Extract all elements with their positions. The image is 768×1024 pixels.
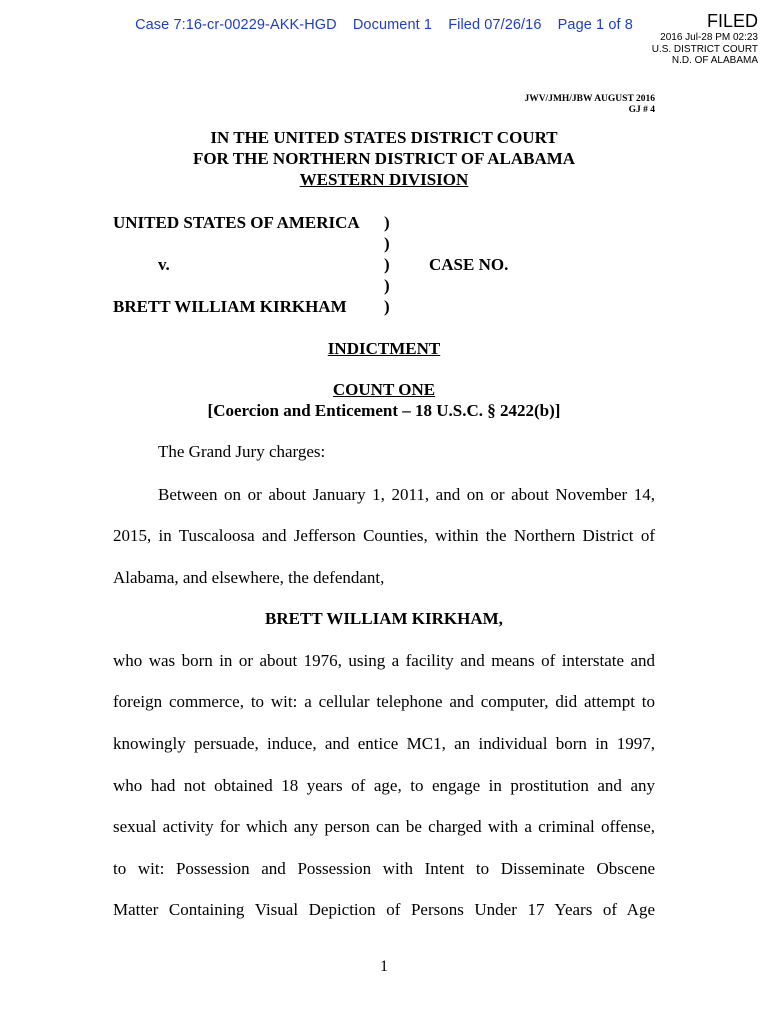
caption-plaintiff: UNITED STATES OF AMERICA bbox=[113, 213, 360, 232]
filed-stamp-district: N.D. OF ALABAMA bbox=[671, 55, 758, 66]
attorney-initials bbox=[524, 94, 655, 116]
filed-stamp-datetime: 2016 Jul-28 PM 02:23 bbox=[660, 32, 758, 43]
caption-versus: v. bbox=[158, 255, 170, 274]
paragraph-line: 2015, in Tuscaloosa and Jefferson Counties, within the Northern District of bbox=[113, 526, 655, 545]
caption-defendant: BRETT WILLIAM KIRKHAM bbox=[113, 297, 347, 316]
caption-paren: ) bbox=[384, 297, 390, 316]
paragraph-line: foreign commerce, to wit: a cellular telephone and computer, did attempt to bbox=[113, 692, 655, 711]
caption-case-number: CASE NO. bbox=[429, 255, 509, 274]
grand-jury-number: GJ # 4 bbox=[628, 105, 655, 115]
court-name: IN THE UNITED STATES DISTRICT COURT bbox=[210, 128, 558, 147]
count-subtitle: [Coercion and Enticement – 18 U.S.C. § 2422(b)] bbox=[207, 401, 561, 420]
grand-jury-intro: The Grand Jury charges: bbox=[158, 442, 326, 461]
count-title: COUNT ONE bbox=[332, 380, 436, 399]
paragraph-line: Matter Containing Visual Depiction of Persons Under 17 Years of Age bbox=[113, 900, 655, 919]
caption-paren: ) bbox=[384, 213, 390, 232]
paragraph-line: Between on or about January 1, 2011, and on or about November 14, bbox=[158, 485, 655, 504]
document-title: INDICTMENT bbox=[327, 339, 441, 358]
page-number: 1 bbox=[380, 958, 388, 975]
paragraph-line: knowingly persuade, induce, and entice MC1, an individual born in 1997, bbox=[113, 734, 655, 753]
court-heading bbox=[0, 127, 768, 190]
caption-paren: ) bbox=[384, 276, 390, 295]
document-number: Document 1 bbox=[352, 17, 433, 33]
filed-stamp-title: FILED bbox=[706, 11, 758, 31]
court-district: FOR THE NORTHERN DISTRICT OF ALABAMA bbox=[192, 149, 576, 168]
paragraph-line: who had not obtained 18 years of age, to engage in prostitution and any bbox=[113, 776, 655, 795]
paragraph-line: who was born in or about 1976, using a facility and means of interstate and bbox=[113, 651, 655, 670]
filed-stamp bbox=[652, 10, 758, 67]
paragraph-line: sexual activity for which any person can be charged with a criminal offense, bbox=[113, 817, 655, 836]
caption-paren: ) bbox=[384, 234, 390, 253]
court-division: WESTERN DIVISION bbox=[299, 170, 469, 189]
paragraph-line: to wit: Possession and Possession with Intent to Disseminate Obscene bbox=[113, 859, 655, 878]
initials-line: JWV/JMH/JBW AUGUST 2016 bbox=[524, 94, 655, 104]
paragraph-line: Alabama, and elsewhere, the defendant, bbox=[113, 568, 385, 587]
document-title-wrap bbox=[0, 338, 768, 359]
defendant-name: BRETT WILLIAM KIRKHAM, bbox=[265, 609, 503, 628]
case-number: Case 7:16-cr-00229-AKK-HGD bbox=[135, 17, 337, 33]
filed-stamp-court: U.S. DISTRICT COURT bbox=[651, 43, 758, 55]
page-indicator: Page 1 of 8 bbox=[557, 17, 633, 33]
caption-paren: ) bbox=[384, 255, 390, 274]
filed-date: Filed 07/26/16 bbox=[448, 17, 542, 33]
count-title-wrap bbox=[0, 379, 768, 400]
